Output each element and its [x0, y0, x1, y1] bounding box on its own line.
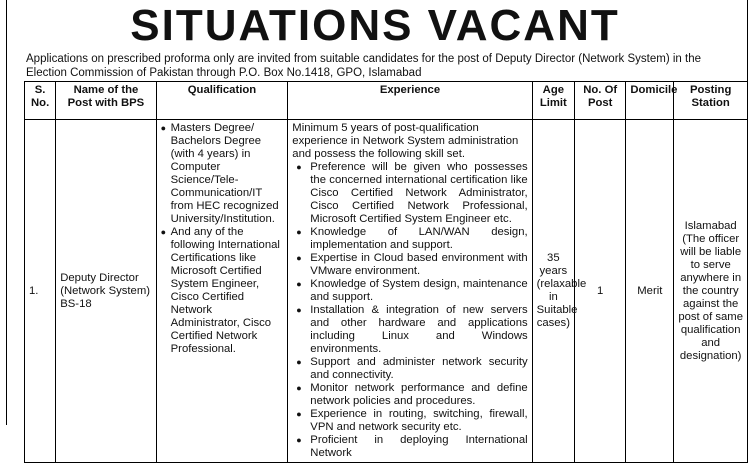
experience-intro: Minimum 5 years of post-qualification experience in Network System administration and possess the following skill set.: [292, 122, 519, 160]
qualification-item: ● Masters Degree/ Bachelors Degree (with 4 years) in Computer Science/Tele-Communication/IT from HEC recognized University/Institution.: [161, 122, 284, 226]
cell-age-limit: 35 years (relaxable in Suitable cases): [532, 120, 574, 463]
qualification-item: ● And any of the following International Certifications like Microsoft Certified System Engineer, Cisco Certified Network Administrator, Cisco Certified Network Professional.: [161, 226, 284, 356]
experience-item: ● Experience in routing, switching, firewall, VPN and network security etc.: [292, 408, 527, 434]
header-sno: S. No.: [25, 82, 56, 120]
page-title: SITUATIONS VACANT: [130, 1, 620, 50]
header-post-name: Name of the Post with BPS: [56, 82, 156, 120]
cell-domicile: Merit: [626, 120, 674, 463]
experience-item: ● Proficient in deploying International Network: [292, 434, 527, 460]
cell-experience: [288, 120, 532, 463]
table-header-row: [25, 82, 748, 120]
qualification-list: [161, 122, 284, 356]
cell-posting-station: Islamabad (The officer will be liable to serve anywhere in the country against the post of same qualification and designation): [674, 120, 748, 463]
table-row: [25, 120, 748, 463]
experience-item: ● Monitor network performance and define network policies and procedures.: [292, 382, 527, 408]
experience-item: ● Support and administer network security and connectivity.: [292, 356, 527, 382]
header-qualification: Qualification: [156, 82, 288, 120]
header-domicile: Domicile: [626, 82, 674, 120]
experience-item: ● Knowledge of System design, maintenance and support.: [292, 278, 527, 304]
vacancy-table: [24, 81, 748, 463]
experience-item: ● Preference will be given who possesses the concerned international certification like Cisco Certified Network Administrator, Cisco Certified Network Professional, Microsoft Certified System Engineer etc.: [292, 161, 527, 226]
cell-qualification: [156, 120, 288, 463]
experience-item: ● Expertise in Cloud based environment with VMware environment.: [292, 252, 527, 278]
experience-list: [292, 161, 527, 460]
header-age-limit: Age Limit: [532, 82, 574, 120]
cell-sno: 1.: [25, 120, 56, 463]
header-posting-station: Posting Station: [674, 82, 748, 120]
intro-text: Applications on prescribed proforma only are invited from suitable candidates for the post of Deputy Director (Network System) in the Election Commission of Pakistan through P.O. Box No.1418, GPO, Islamabad: [26, 53, 701, 79]
experience-item: ● Knowledge of LAN/WAN design, implementation and support.: [292, 226, 527, 252]
cell-number-of-posts: 1: [575, 120, 626, 463]
header-number-of-posts: No. Of Post: [575, 82, 626, 120]
header-experience: Experience: [288, 82, 532, 120]
cell-post-name: Deputy Director (Network System) BS-18: [56, 120, 156, 463]
experience-item: ● Installation & integration of new servers and other hardware and applications including Linux and Windows environments.: [292, 304, 527, 356]
